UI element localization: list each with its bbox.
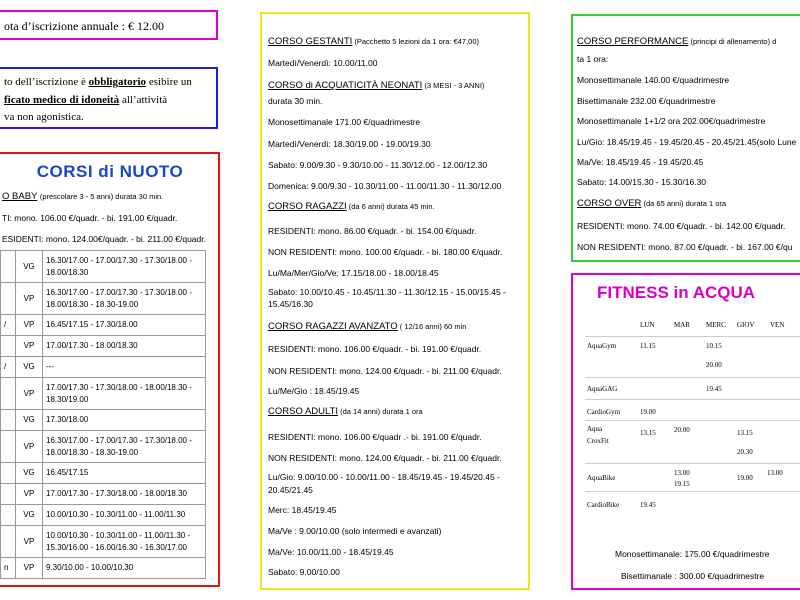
schedule-cell-level: VG bbox=[16, 463, 43, 484]
schedule-row bbox=[1, 315, 206, 336]
schedule-cell-level: VG bbox=[16, 410, 43, 431]
certificate-box bbox=[0, 67, 218, 129]
ragazzi-desc: (da 6 anni) durata 45 min. bbox=[346, 202, 435, 211]
schedule-cell-level: VG bbox=[16, 251, 43, 283]
gestanti-title: CORSO GESTANTI bbox=[268, 36, 353, 47]
aquagym-label: AquaGym bbox=[587, 342, 617, 350]
schedule-cell-times: 17.00/17.30 - 17.30/18.00 - 18.00/18.30 - 18.30/19.00 bbox=[43, 378, 206, 410]
courses-middle-box bbox=[260, 12, 530, 590]
performance-schedule-2: Ma/Ve: 18.45/19.45 - 19.45/20.45 bbox=[577, 157, 704, 167]
schedule-cell-level: VG bbox=[16, 505, 43, 526]
aquagym-merc-2: 20.00 bbox=[706, 361, 722, 369]
performance-duration: ta 1 ora: bbox=[577, 54, 609, 64]
schedule-cell-times: 9.30/10.00 - 10.00/10.30 bbox=[43, 558, 206, 579]
schedule-row bbox=[1, 357, 206, 378]
schedule-cell-day bbox=[1, 410, 16, 431]
schedule-row bbox=[1, 251, 206, 283]
fitness-divider bbox=[585, 463, 800, 464]
baby-course-desc: (prescolare 3 - 5 anni) durata 30 min. bbox=[39, 192, 164, 201]
cert-line-1 bbox=[4, 76, 192, 88]
aquabike-label: AquaBike bbox=[587, 474, 616, 482]
avanzato-title: CORSO RAGAZZI AVANZATO bbox=[268, 321, 398, 332]
over-heading bbox=[577, 198, 726, 209]
avanzato-non-residenti: NON RESIDENTI: mono. 124.00 €/quadr. - bi. 211.00 €/quadr. bbox=[268, 366, 502, 376]
day-giov: GIOV bbox=[737, 321, 755, 329]
swimming-schedule-table bbox=[0, 250, 206, 579]
baby-course-line bbox=[2, 191, 163, 202]
avanzato-residenti: RESIDENTI: mono. 106.00 €/quadr. - bi. 191.00 €/quadr. bbox=[268, 344, 482, 354]
schedule-row bbox=[1, 463, 206, 484]
schedule-cell-times: 16.30/17.00 - 17.00/17.30 - 17.30/18.00 - 18.00/18.30 - 18.30-19.00 bbox=[43, 431, 206, 463]
schedule-row bbox=[1, 505, 206, 526]
crossfit-label-2: CroxFit bbox=[587, 437, 609, 445]
cert-line-1-post: esibire un bbox=[146, 76, 192, 88]
performance-schedule-3: Sabato: 14.00/15.30 - 15.30/16.30 bbox=[577, 177, 707, 187]
adulti-non-residenti: NON RESIDENTI: mono. 124.00 €/quadr. - bi. 211.00 €/quadr. bbox=[268, 453, 502, 463]
avanzato-desc: ( 12/16 anni) 60 min bbox=[397, 322, 467, 331]
swimming-title: CORSI di NUOTO bbox=[36, 162, 184, 181]
schedule-cell-times: 16.45/17.15 bbox=[43, 463, 206, 484]
cert-line-1-bold: obbligatorio bbox=[88, 76, 147, 88]
quota-text: ota d’iscrizione annuale : € 12.00 bbox=[4, 19, 164, 33]
fitness-mono-price: Monosettimanale: 175.00 €/quadrimestre bbox=[615, 549, 770, 559]
performance-heading bbox=[577, 36, 776, 47]
adulti-schedule-2: Merc: 18.45/19.45 bbox=[268, 505, 337, 515]
neonati-duration: durata 30 min. bbox=[268, 96, 323, 106]
schedule-cell-level: VG bbox=[16, 357, 43, 378]
cert-line-2-post: all’attività bbox=[119, 94, 168, 106]
avanzato-heading bbox=[268, 321, 466, 332]
neonati-schedule-1: Martedì/Venerdì: 18.30/19.00 - 19.00/19.30 bbox=[268, 139, 431, 149]
ragazzi-heading bbox=[268, 201, 435, 212]
neonati-title: CORSO di ACQUATICITÀ NEONATI bbox=[268, 80, 423, 91]
schedule-cell-level: VP bbox=[16, 378, 43, 410]
schedule-cell-times: 16.30/17.00 - 17.00/17.30 - 17.30/18.00 - 18.00/18.30 - 18.30-19.00 bbox=[43, 283, 206, 315]
ragazzi-title: CORSO RAGAZZI bbox=[268, 201, 347, 212]
fitness-divider bbox=[585, 491, 800, 492]
aquabike-ven: 13.00 bbox=[767, 469, 783, 477]
quota-box bbox=[0, 10, 218, 40]
fitness-box bbox=[571, 273, 800, 590]
aquagym-merc-1: 10.15 bbox=[706, 342, 722, 350]
over-title: CORSO OVER bbox=[577, 198, 642, 209]
adulti-desc: (da 14 anni) durata 1 ora bbox=[338, 407, 423, 416]
performance-title: CORSO PERFORMANCE bbox=[577, 36, 689, 47]
performance-mono: Monosettimanale 140.00 €/quadrimestre bbox=[577, 75, 730, 85]
performance-desc: (principi di allenamento) d bbox=[688, 37, 777, 46]
schedule-cell-day bbox=[1, 431, 16, 463]
adulti-schedule-3: Ma/Ve : 9.00/10.00 (solo intermedi e avanzati) bbox=[268, 526, 442, 536]
aquagym-lun: 11.15 bbox=[640, 342, 656, 350]
baby-non-residenti: ESIDENTI: mono. 124.00€/quadr. - bi. 211.00 €/quadr. bbox=[2, 234, 206, 244]
schedule-cell-day bbox=[1, 336, 16, 357]
ragazzi-schedule-1: Lu/Ma/Mer/Gio/Ve: 17.15/18.00 - 18.00/18.45 bbox=[268, 268, 439, 278]
fitness-divider bbox=[585, 377, 800, 378]
schedule-row bbox=[1, 526, 206, 558]
schedule-cell-times: 17.00/17.30 - 18.00/18.30 bbox=[43, 336, 206, 357]
schedule-cell-level: VP bbox=[16, 431, 43, 463]
day-ven: VEN bbox=[770, 321, 785, 329]
schedule-cell-day: n bbox=[1, 558, 16, 579]
ragazzi-residenti: RESIDENTI: mono. 86.00 €/quadr. - bi. 154.00 €/quadr. bbox=[268, 226, 477, 236]
schedule-cell-day: / bbox=[1, 315, 16, 336]
schedule-row bbox=[1, 558, 206, 579]
schedule-cell-day bbox=[1, 283, 16, 315]
avanzato-schedule: Lu/Me/Gio : 18.45/19.45 bbox=[268, 386, 360, 396]
adulti-schedule-4: Ma/Ve: 10.00/11.00 - 18.45/19.45 bbox=[268, 547, 394, 557]
schedule-row bbox=[1, 484, 206, 505]
day-lun: LUN bbox=[640, 321, 655, 329]
ragazzi-non-residenti: NON RESIDENTI: mono. 100.00 €/quadr. - bi. 180.00 €/quadr. bbox=[268, 247, 503, 257]
adulti-schedule-5: Sabato: 9.00/10.00 bbox=[268, 567, 340, 577]
schedule-cell-level: VP bbox=[16, 336, 43, 357]
schedule-cell-level: VP bbox=[16, 315, 43, 336]
schedule-cell-times: 17.00/17.30 - 17.30/18.00 - 18.00/18.30 bbox=[43, 484, 206, 505]
adulti-title: CORSO ADULTI bbox=[268, 406, 339, 417]
adulti-residenti: RESIDENTI: mono. 106.00 €/quadr .- bi. 191.00 €/quadr. bbox=[268, 432, 482, 442]
crossfit-giov-2: 20.30 bbox=[737, 448, 753, 456]
fitness-title: FITNESS in ACQUA bbox=[597, 283, 756, 302]
crossfit-mar: 20.00 bbox=[674, 426, 690, 434]
day-merc: MERC bbox=[706, 321, 726, 329]
cardiobike-lun: 19.45 bbox=[640, 501, 656, 509]
over-desc: (da 65 anni) durata 1 ora bbox=[641, 199, 727, 208]
performance-box bbox=[571, 14, 800, 262]
over-residenti: RESIDENTI: mono. 74.00 €/quadr. - bi. 142.00 €/quadr. bbox=[577, 221, 786, 231]
adulti-schedule-1a: Lu/Gio: 9.00/10.00 - 10.00/11.00 - 18.45/19.45 - 19.45/20.45 - bbox=[268, 472, 500, 482]
aquabike-giov: 19.00 bbox=[737, 474, 753, 482]
schedule-cell-times: --- bbox=[43, 357, 206, 378]
schedule-cell-times: 17.30/18.00 bbox=[43, 410, 206, 431]
schedule-cell-times: 16.30/17.00 - 17.00/17.30 - 17.30/18.00 - 18.00/18.30 bbox=[43, 251, 206, 283]
crossfit-giov-1: 13.15 bbox=[737, 429, 753, 437]
schedule-cell-day bbox=[1, 378, 16, 410]
crossfit-label-1: Aqua bbox=[587, 425, 603, 433]
fitness-divider bbox=[585, 336, 800, 337]
cert-line-3: va non agonistica. bbox=[4, 111, 84, 123]
schedule-cell-times: 10.00/10.30 - 10.30/11.00 - 11.00/11.30 - 15.30/16.00 - 16.00/16.30 - 16.30/17.00 bbox=[43, 526, 206, 558]
schedule-cell-level: VP bbox=[16, 283, 43, 315]
schedule-row bbox=[1, 378, 206, 410]
over-non-residenti: NON RESIDENTI: mono. 87.00 €/quadr. - bi. 167.00 €/qu bbox=[577, 242, 793, 252]
schedule-row bbox=[1, 410, 206, 431]
schedule-cell-times: 10.00/10.30 - 10.30/11.00 - 11.00/11.30 bbox=[43, 505, 206, 526]
aquabike-mar-1: 13.00 bbox=[674, 469, 690, 477]
gestanti-heading bbox=[268, 36, 479, 47]
schedule-cell-day bbox=[1, 484, 16, 505]
schedule-cell-level: VP bbox=[16, 558, 43, 579]
swimming-courses-box bbox=[0, 152, 220, 587]
neonati-schedule-3: Domenica: 9.00/9.30 - 10.30/11.00 - 11.00/11.30 - 11.30/12.00 bbox=[268, 181, 502, 191]
cardiogym-lun: 19.00 bbox=[640, 408, 656, 416]
aquagag-label: AquaGAG bbox=[587, 385, 618, 393]
cert-line-2-bold: ficato medico di idoneità bbox=[4, 94, 120, 106]
schedule-row bbox=[1, 336, 206, 357]
schedule-cell-times: 16.45/17.15 - 17.30/18.00 bbox=[43, 315, 206, 336]
schedule-cell-day: / bbox=[1, 357, 16, 378]
schedule-row bbox=[1, 431, 206, 463]
neonati-heading bbox=[268, 80, 484, 91]
gestanti-desc: (Pacchetto 5 lezioni da 1 ora: €47,00) bbox=[352, 37, 480, 46]
fitness-bi-price: Bisettimanale : 300.00 €/quadrimestre bbox=[621, 571, 765, 581]
gestanti-schedule: Martedì/Venerdì: 10.00/11.00 bbox=[268, 58, 378, 68]
neonati-schedule-2: Sabato: 9.00/9.30 - 9.30/10.00 - 11.30/12.00 - 12.00/12.30 bbox=[268, 160, 488, 170]
performance-mono-15: Monosettimanale 1+1/2 ora 202.00€/quadrimestre bbox=[577, 116, 766, 126]
schedule-cell-day bbox=[1, 526, 16, 558]
baby-residenti: TI: mono. 106.00 €/quadr. - bi. 191.00 €/quadr. bbox=[2, 213, 178, 223]
schedule-cell-level: VP bbox=[16, 526, 43, 558]
schedule-cell-day bbox=[1, 463, 16, 484]
fitness-divider bbox=[585, 420, 800, 421]
adulti-heading bbox=[268, 406, 423, 417]
crossfit-lun: 13.15 bbox=[640, 429, 656, 437]
schedule-row bbox=[1, 283, 206, 315]
cardiogym-label: CardioGym bbox=[587, 408, 621, 416]
baby-course-label: O BABY bbox=[2, 191, 38, 202]
cert-line-1-pre: to dell’iscrizione è bbox=[4, 76, 89, 88]
day-mar: MAR bbox=[674, 321, 690, 329]
cert-line-2 bbox=[4, 94, 167, 106]
schedule-cell-day bbox=[1, 251, 16, 283]
ragazzi-schedule-2a: Sabato: 10.00/10.45 - 10.45/11.30 - 11.30/12.15 - 15.00/15.45 - bbox=[268, 287, 506, 297]
performance-schedule-1: Lu/Gio: 18.45/19.45 - 19.45/20.45 - 20.45/21.45(solo Lune bbox=[577, 137, 797, 147]
schedule-cell-day bbox=[1, 505, 16, 526]
cardiobike-label: CardioBike bbox=[587, 501, 620, 509]
performance-bi: Bisettimanale 232.00 €/quadrimestre bbox=[577, 96, 716, 106]
schedule-cell-level: VP bbox=[16, 484, 43, 505]
ragazzi-schedule-2b: 15.45/16.30 bbox=[268, 299, 313, 309]
neonati-desc: (3 MESI - 3 ANNI) bbox=[422, 81, 485, 90]
adulti-schedule-1b: 20.45/21.45 bbox=[268, 485, 313, 495]
aquagag-merc: 19.45 bbox=[706, 385, 722, 393]
fitness-divider bbox=[585, 399, 800, 400]
aquabike-mar-2: 19.15 bbox=[674, 480, 690, 488]
neonati-price: Monosettimanale 171.00 €/quadrimestre bbox=[268, 117, 421, 127]
